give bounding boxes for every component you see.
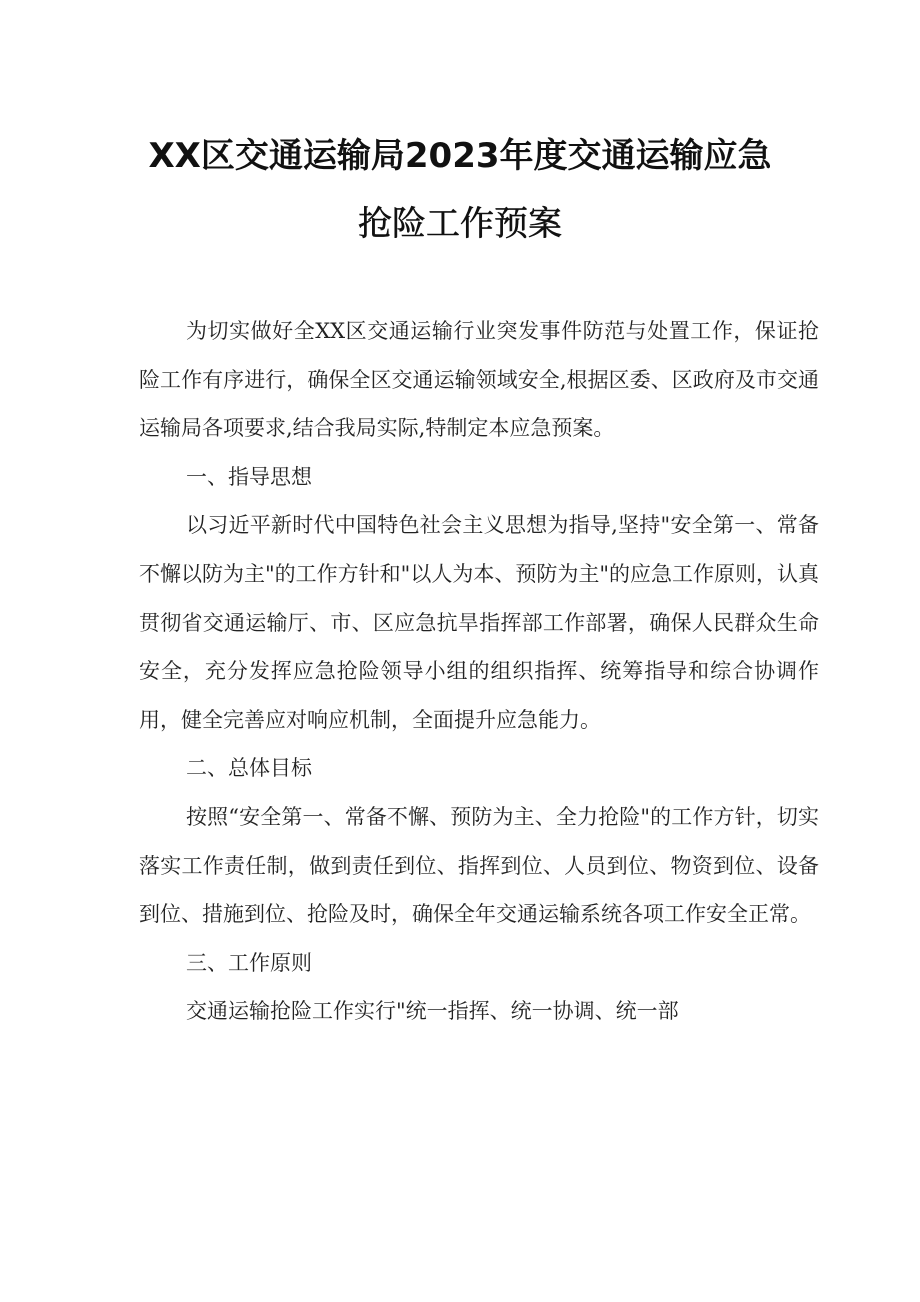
guiding-ideology-paragraph: 以习近平新时代中国特色社会主义思想为指导,坚持"安全第一、常备不懈以防为主"的工作方针和"以人为本、预防为主"的应急工作原则，认真贯彻省交通运输厅、市、区应急抗旱指挥部工作部署，确保人民群众生命安全，充分发挥应急抢险领导小组的组织指挥、统筹指导和综合协调作用，健全完善应对响应机制，全面提升应急能力。 <box>139 513 819 732</box>
overall-goal-paragraph: 按照“安全第一、常备不懈、预防为主、全力抢险"的工作方针，切实落实工作责任制，做到责任到位、指挥到位、人员到位、物资到位、设备到位、措施到位、抢险及时，确保全年交通运输系统各项工作安全正常。 <box>139 804 819 927</box>
work-principles-paragraph: 交通运输抢险工作实行"统一指挥、统一协调、统一部 <box>186 999 679 1024</box>
section-heading-overall-goal: 二、总体目标 <box>186 756 312 781</box>
section-heading-work-principles: 三、工作原则 <box>186 950 312 975</box>
document-title-line-2: 抢险工作预案 <box>358 204 562 244</box>
document-body <box>139 307 819 1036</box>
document-title-line-1: XX区交通运输局2023年度交通运输应急 <box>148 136 772 176</box>
intro-paragraph: 为切实做好全XX区交通运输行业突发事件防范与处置工作，保证抢险工作有序进行，确保全区交通运输领域安全,根据区委、区政府及市交通运输局各项要求,结合我局实际,特制定本应急预案。 <box>139 319 819 441</box>
section-heading-guiding-ideology: 一、指导思想 <box>186 464 312 489</box>
